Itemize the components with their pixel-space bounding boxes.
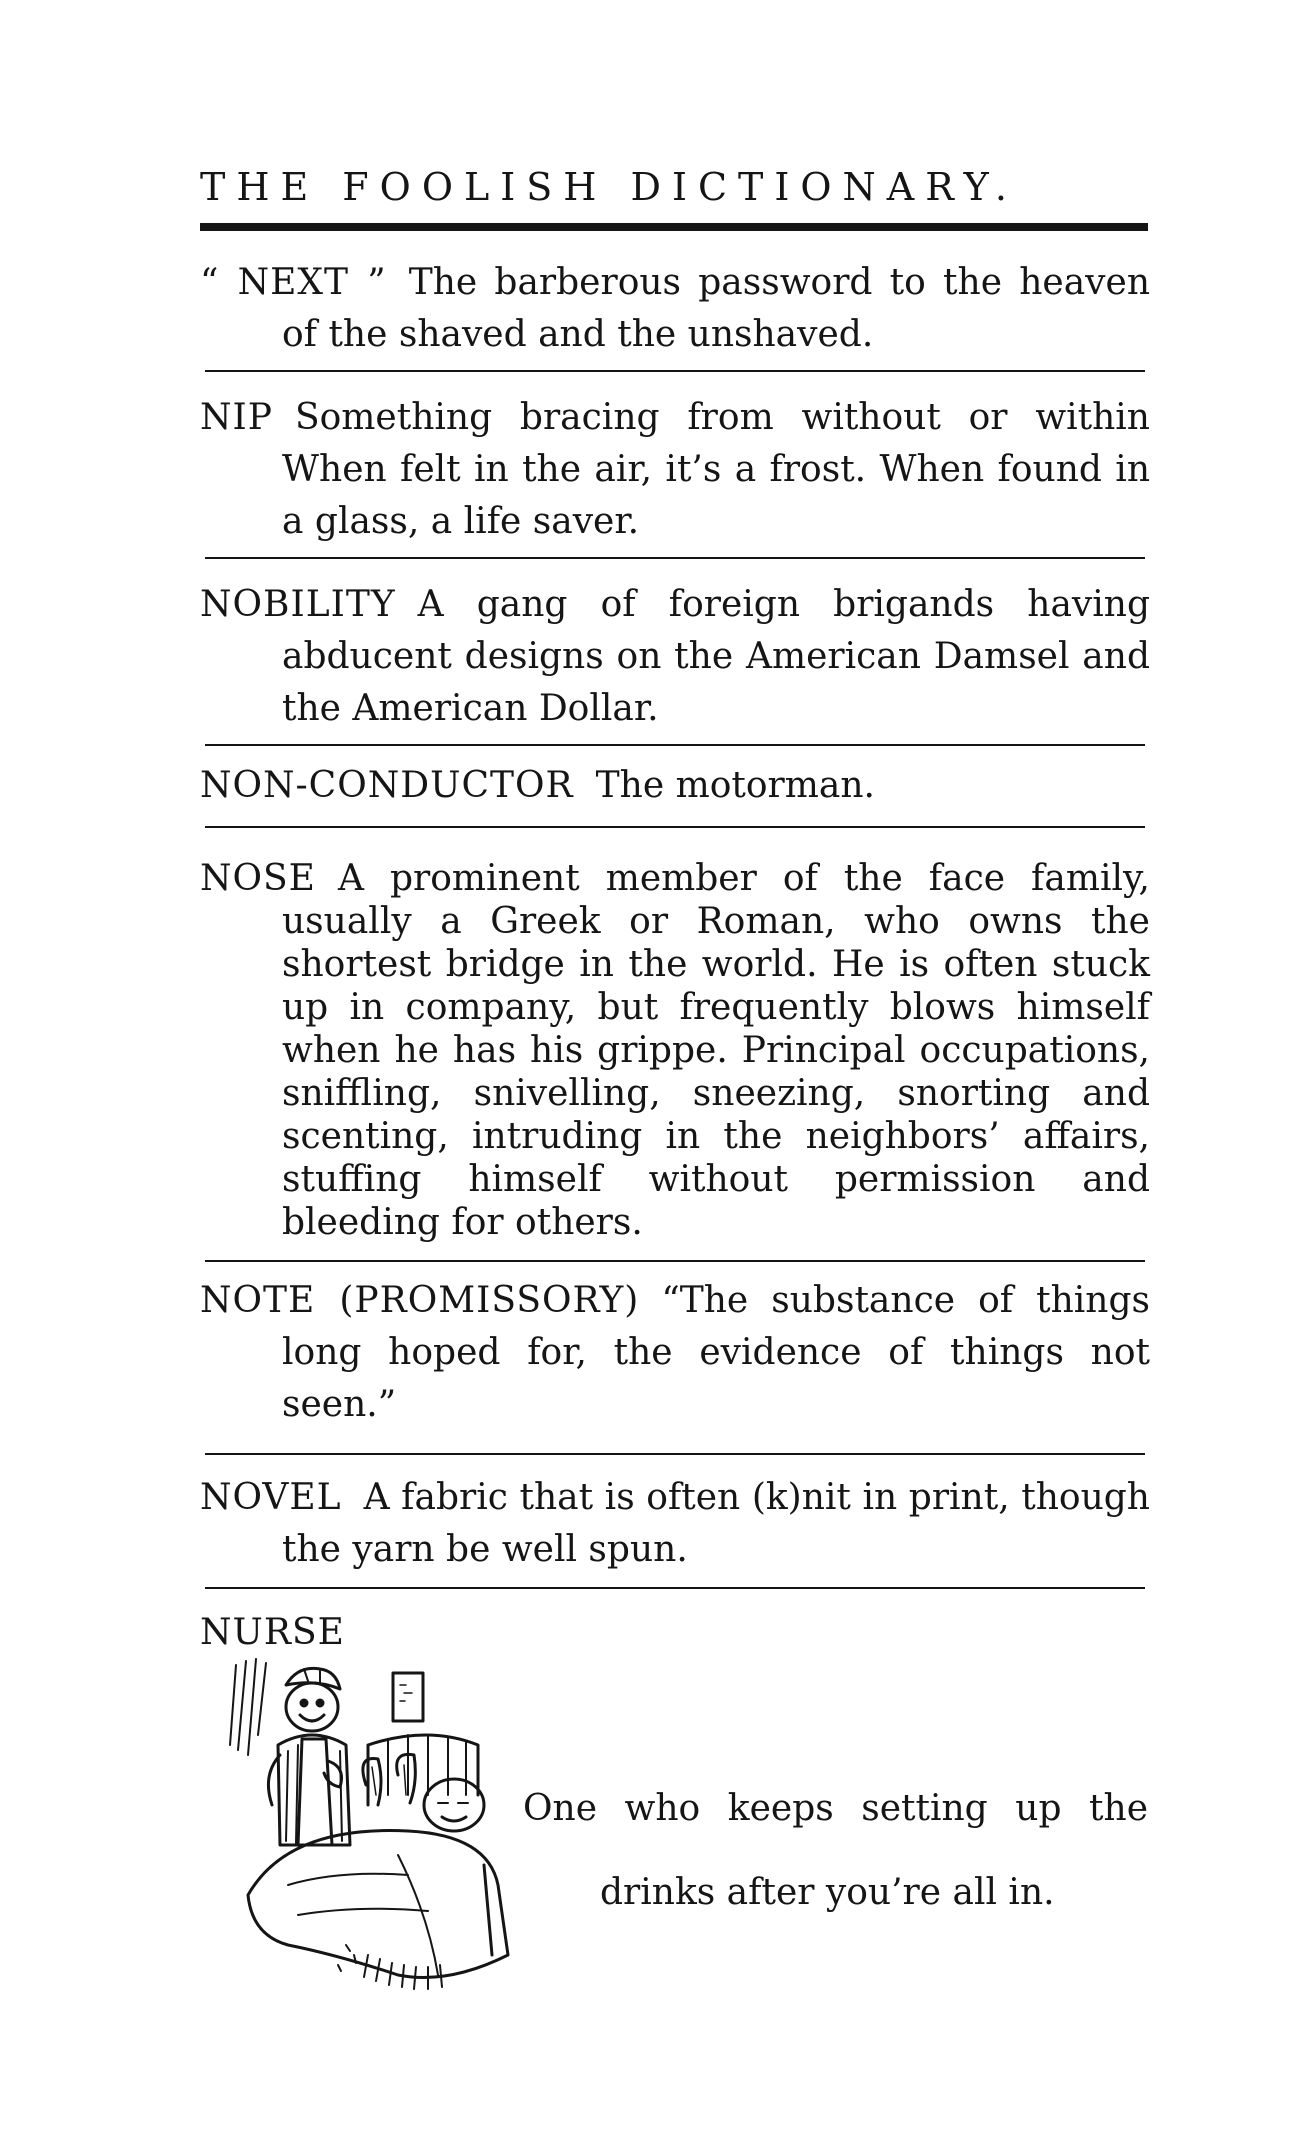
entry-novel: [200, 1472, 1150, 1576]
entry-divider: [205, 1453, 1145, 1455]
entry-definition: A gang of foreign brigands having abducent designs on the American Damsel and the American Dollar.: [282, 584, 1150, 729]
entry-non-conductor: [200, 760, 1150, 812]
entry-definition: A fabric that is often (k)nit in print, though the yarn be well spun.: [282, 1477, 1150, 1570]
entry-divider: [205, 744, 1145, 746]
entry-headword: NOSE: [200, 858, 316, 899]
entry-headword: “ NEXT ”: [200, 262, 387, 303]
entry-divider: [205, 557, 1145, 559]
entry-nobility: [200, 579, 1150, 735]
entry-divider: [205, 370, 1145, 372]
entry-definition: The barberous password to the heaven of the shaved and the unshaved.: [282, 262, 1150, 355]
entry-headword: NON-CONDUCTOR: [200, 765, 574, 806]
entry-definition: drinks after you’re all in.: [600, 1872, 1055, 1913]
entry-headword: NURSE: [200, 1612, 345, 1653]
entry-definition: The motorman.: [595, 765, 875, 806]
entry-divider: [205, 1587, 1145, 1589]
entry-headword: NOBILITY: [200, 584, 396, 625]
entry-headword: NOTE (PROMISSORY): [200, 1280, 640, 1321]
entry-next: [200, 257, 1150, 361]
entry-headword: NIP: [200, 397, 273, 438]
entry-divider: [205, 1260, 1145, 1262]
entry-nose: [200, 857, 1150, 1244]
entry-divider: [205, 826, 1145, 828]
entry-definition: Something bracing from without or within When felt in the air, it’s a frost. When found in a glass, a life saver.: [282, 397, 1150, 542]
header-rule: [200, 223, 1148, 231]
entry-note-promissory: [200, 1275, 1150, 1431]
entry-headword: NOVEL: [200, 1477, 342, 1518]
entry-definition: One who keeps setting up the: [523, 1788, 1148, 1829]
nurse-at-bedside-illustration: [228, 1655, 528, 2005]
entry-definition: “The substance of things long hoped for, the evidence of things not seen.”: [282, 1280, 1150, 1425]
running-head: THE FOOLISH DICTIONARY.: [200, 165, 1018, 209]
entry-definition: A prominent member of the face family, usually a Greek or Roman, who owns the shortest bridge in the world. He is often stuck up in company, but frequently blows himself when he has his grippe. Principal occupations, sniffling, snivelling, sneezing, snorting and scenting, intruding in the neighbors’ affairs, stuffing himself without permission and bleeding for others.: [282, 858, 1150, 1243]
entry-nip: [200, 392, 1150, 548]
